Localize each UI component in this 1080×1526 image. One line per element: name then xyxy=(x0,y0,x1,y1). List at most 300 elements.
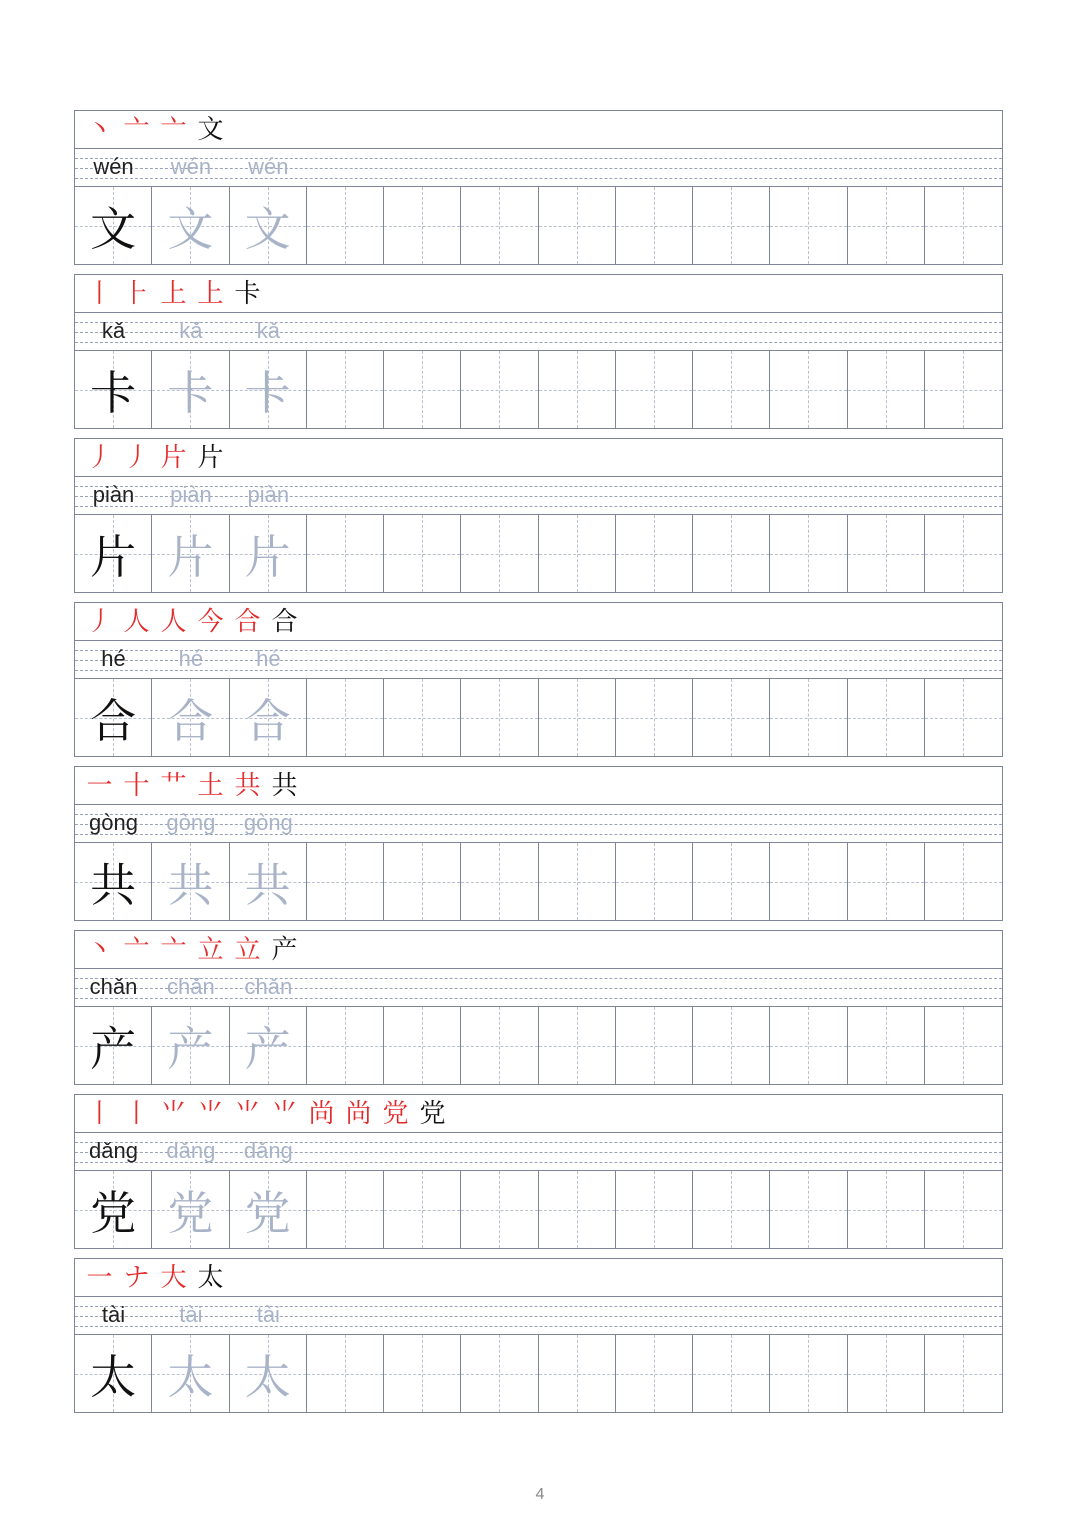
model-cell xyxy=(75,1335,152,1412)
model-cell xyxy=(152,1007,229,1084)
model-cell xyxy=(75,351,152,428)
practice-cell[interactable] xyxy=(384,1007,461,1084)
practice-cell[interactable] xyxy=(616,843,693,920)
practice-cell[interactable] xyxy=(848,515,925,592)
stroke-step xyxy=(229,770,266,802)
pinyin-trace: kǎ xyxy=(179,318,203,343)
hanzi-trace: 共 xyxy=(244,857,291,912)
practice-cell[interactable] xyxy=(925,1171,1002,1248)
stroke-glyph: 党 xyxy=(382,1098,409,1129)
stroke-glyph: 丨 xyxy=(86,278,113,309)
pinyin-trace: gòng xyxy=(243,810,293,835)
pinyin-model: wén xyxy=(93,154,134,179)
vertical-guide xyxy=(345,1335,346,1412)
stroke-glyph: 合 xyxy=(234,606,261,637)
practice-cell[interactable] xyxy=(848,679,925,756)
hanzi-trace: 文 xyxy=(167,201,214,256)
stroke-step xyxy=(81,770,118,802)
vertical-guide xyxy=(808,351,809,428)
practice-cell[interactable] xyxy=(925,1007,1002,1084)
stroke-step xyxy=(81,1262,118,1294)
stroke-step xyxy=(118,1262,155,1294)
vertical-guide xyxy=(345,1007,346,1084)
stroke-glyph: ⺊ xyxy=(123,278,150,309)
vertical-guide xyxy=(808,843,809,920)
practice-cell[interactable] xyxy=(307,351,384,428)
practice-cell[interactable] xyxy=(461,1007,538,1084)
stroke-glyph: 上 xyxy=(197,278,224,309)
stroke-glyph: ⺌ xyxy=(197,1098,224,1129)
hanzi-trace: 产 xyxy=(167,1021,214,1076)
stroke-step xyxy=(229,934,266,966)
practice-cell[interactable] xyxy=(384,679,461,756)
writing-grid xyxy=(75,187,1002,264)
stroke-glyph: 丿 xyxy=(86,442,113,473)
character-block xyxy=(74,602,1003,757)
model-cell xyxy=(75,515,152,592)
stroke-order-row xyxy=(75,1095,1002,1133)
practice-cell[interactable] xyxy=(693,515,770,592)
vertical-guide xyxy=(499,515,500,592)
model-cell xyxy=(75,187,152,264)
vertical-guide xyxy=(963,187,964,264)
practice-cell[interactable] xyxy=(848,351,925,428)
stroke-order-row xyxy=(75,275,1002,313)
pinyin-model: kǎ xyxy=(101,318,126,343)
practice-cell[interactable] xyxy=(384,515,461,592)
pinyin-row xyxy=(75,1297,1002,1335)
hanzi-trace: 片 xyxy=(167,529,214,584)
writing-grid xyxy=(75,679,1002,756)
vertical-guide xyxy=(963,515,964,592)
practice-cell[interactable] xyxy=(848,1335,925,1412)
vertical-guide xyxy=(422,515,423,592)
stroke-step xyxy=(118,442,155,474)
practice-cell[interactable] xyxy=(693,187,770,264)
vertical-guide xyxy=(886,843,887,920)
practice-cell[interactable] xyxy=(461,1335,538,1412)
model-cell xyxy=(152,1335,229,1412)
practice-cell[interactable] xyxy=(925,187,1002,264)
stroke-step xyxy=(118,606,155,638)
model-cell xyxy=(230,351,307,428)
vertical-guide xyxy=(731,351,732,428)
model-cell xyxy=(75,1171,152,1248)
practice-cell[interactable] xyxy=(616,1007,693,1084)
pinyin-trace: kǎ xyxy=(256,318,280,343)
stroke-step xyxy=(192,1098,229,1130)
vertical-guide xyxy=(808,187,809,264)
practice-cell[interactable] xyxy=(307,515,384,592)
stroke-glyph: 共 xyxy=(271,770,298,801)
hanzi-trace: 卡 xyxy=(244,365,291,420)
vertical-guide xyxy=(963,1335,964,1412)
practice-cell[interactable] xyxy=(539,515,616,592)
practice-cell[interactable] xyxy=(925,1335,1002,1412)
vertical-guide xyxy=(577,187,578,264)
page-number: 4 xyxy=(535,1486,545,1503)
vertical-guide xyxy=(808,679,809,756)
stroke-glyph: ⺌ xyxy=(271,1098,298,1129)
vertical-guide xyxy=(654,1335,655,1412)
vertical-guide xyxy=(886,1171,887,1248)
model-cell xyxy=(152,187,229,264)
pinyin-row xyxy=(75,1133,1002,1171)
hanzi-model: 合 xyxy=(90,693,137,748)
stroke-glyph: ⺌ xyxy=(234,1098,261,1129)
vertical-guide xyxy=(886,1007,887,1084)
stroke-step xyxy=(192,278,229,310)
vertical-guide xyxy=(577,1171,578,1248)
vertical-guide xyxy=(731,1007,732,1084)
vertical-guide xyxy=(654,679,655,756)
practice-cell[interactable] xyxy=(693,1335,770,1412)
vertical-guide xyxy=(654,1171,655,1248)
stroke-step xyxy=(155,1262,192,1294)
stroke-step xyxy=(192,770,229,802)
stroke-glyph: 片 xyxy=(197,442,224,473)
stroke-step xyxy=(155,278,192,310)
practice-cell[interactable] xyxy=(307,187,384,264)
model-cell xyxy=(230,843,307,920)
vertical-guide xyxy=(577,679,578,756)
stroke-step xyxy=(229,278,266,310)
stroke-step xyxy=(229,1098,266,1130)
stroke-glyph: 丨 xyxy=(123,1098,150,1129)
stroke-step xyxy=(192,442,229,474)
practice-cell[interactable] xyxy=(461,843,538,920)
practice-cell[interactable] xyxy=(925,351,1002,428)
stroke-order-row xyxy=(75,439,1002,477)
vertical-guide xyxy=(654,187,655,264)
stroke-glyph: 丨 xyxy=(86,1098,113,1129)
model-cell xyxy=(75,679,152,756)
vertical-guide xyxy=(654,515,655,592)
stroke-step xyxy=(192,1262,229,1294)
vertical-guide xyxy=(963,843,964,920)
practice-cell[interactable] xyxy=(539,843,616,920)
stroke-glyph: 共 xyxy=(234,770,261,801)
practice-cell[interactable] xyxy=(461,187,538,264)
vertical-guide xyxy=(577,515,578,592)
stroke-glyph: 人 xyxy=(123,606,150,637)
practice-cell[interactable] xyxy=(693,679,770,756)
vertical-guide xyxy=(499,843,500,920)
pinyin-row xyxy=(75,969,1002,1007)
pinyin-trace: hé xyxy=(178,646,204,671)
vertical-guide xyxy=(499,351,500,428)
stroke-step xyxy=(192,114,229,146)
model-cell xyxy=(230,515,307,592)
vertical-guide xyxy=(345,187,346,264)
vertical-guide xyxy=(577,843,578,920)
pinyin-model: piàn xyxy=(92,482,135,507)
stroke-step xyxy=(414,1098,451,1130)
practice-cell[interactable] xyxy=(770,515,847,592)
pinyin-model: hé xyxy=(101,646,126,671)
hanzi-model: 产 xyxy=(90,1021,137,1076)
stroke-glyph: 卡 xyxy=(234,278,261,309)
stroke-glyph: 立 xyxy=(234,934,261,965)
hanzi-model: 共 xyxy=(90,857,137,912)
stroke-step xyxy=(266,606,303,638)
character-block xyxy=(74,274,1003,429)
writing-grid xyxy=(75,1171,1002,1248)
model-cell xyxy=(230,187,307,264)
practice-cell[interactable] xyxy=(307,679,384,756)
stroke-glyph: 亠 xyxy=(160,114,187,145)
vertical-guide xyxy=(963,1007,964,1084)
practice-cell[interactable] xyxy=(925,515,1002,592)
stroke-glyph: 大 xyxy=(160,1262,187,1293)
practice-cell[interactable] xyxy=(770,1335,847,1412)
pinyin-trace: piàn xyxy=(247,482,290,507)
vertical-guide xyxy=(886,187,887,264)
practice-cell[interactable] xyxy=(384,843,461,920)
vertical-guide xyxy=(886,351,887,428)
hanzi-model: 太 xyxy=(90,1349,137,1404)
stroke-step xyxy=(155,934,192,966)
practice-cell[interactable] xyxy=(384,187,461,264)
stroke-glyph: 合 xyxy=(271,606,298,637)
practice-cell[interactable] xyxy=(539,679,616,756)
stroke-step xyxy=(118,770,155,802)
stroke-glyph: 太 xyxy=(197,1262,224,1293)
stroke-step xyxy=(229,606,266,638)
practice-cell[interactable] xyxy=(307,1335,384,1412)
character-block xyxy=(74,1258,1003,1413)
character-block xyxy=(74,1094,1003,1249)
stroke-glyph: 一 xyxy=(86,770,113,801)
pinyin-trace: tài xyxy=(179,1302,203,1327)
practice-cell[interactable] xyxy=(693,843,770,920)
stroke-step xyxy=(155,114,192,146)
stroke-step xyxy=(266,934,303,966)
practice-cell[interactable] xyxy=(616,187,693,264)
character-block xyxy=(74,766,1003,921)
stroke-step xyxy=(155,606,192,638)
practice-cell[interactable] xyxy=(848,187,925,264)
stroke-step xyxy=(266,1098,303,1130)
stroke-step xyxy=(192,934,229,966)
practice-cell[interactable] xyxy=(539,1335,616,1412)
vertical-guide xyxy=(963,351,964,428)
vertical-guide xyxy=(808,1171,809,1248)
character-block xyxy=(74,438,1003,593)
stroke-glyph: 文 xyxy=(197,114,224,145)
hanzi-trace: 合 xyxy=(244,693,291,748)
practice-cell[interactable] xyxy=(384,1171,461,1248)
vertical-guide xyxy=(422,679,423,756)
vertical-guide xyxy=(422,843,423,920)
hanzi-trace: 党 xyxy=(167,1185,214,1240)
pinyin-trace: wén xyxy=(170,154,212,179)
hanzi-trace: 文 xyxy=(244,201,291,256)
practice-cell[interactable] xyxy=(693,351,770,428)
stroke-step xyxy=(81,606,118,638)
hanzi-trace: 共 xyxy=(167,857,214,912)
vertical-guide xyxy=(422,187,423,264)
pinyin-trace: dǎng xyxy=(166,1138,216,1163)
practice-cell[interactable] xyxy=(461,515,538,592)
hanzi-trace: 太 xyxy=(167,1349,214,1404)
vertical-guide xyxy=(808,1007,809,1084)
practice-cell[interactable] xyxy=(616,1171,693,1248)
stroke-step xyxy=(118,1098,155,1130)
hanzi-trace: 党 xyxy=(244,1185,291,1240)
stroke-step xyxy=(155,770,192,802)
hanzi-trace: 卡 xyxy=(167,365,214,420)
stroke-glyph: 艹 xyxy=(160,770,187,801)
stroke-step xyxy=(118,934,155,966)
vertical-guide xyxy=(886,515,887,592)
model-cell xyxy=(152,351,229,428)
practice-cell[interactable] xyxy=(539,187,616,264)
vertical-guide xyxy=(499,1171,500,1248)
stroke-step xyxy=(81,1098,118,1130)
pinyin-row xyxy=(75,641,1002,679)
writing-grid xyxy=(75,1007,1002,1084)
vertical-guide xyxy=(345,351,346,428)
stroke-glyph: 亠 xyxy=(160,934,187,965)
stroke-order-row xyxy=(75,931,1002,969)
character-block xyxy=(74,110,1003,265)
model-cell xyxy=(230,1171,307,1248)
stroke-step xyxy=(81,934,118,966)
stroke-glyph: 上 xyxy=(160,278,187,309)
practice-cell[interactable] xyxy=(539,1007,616,1084)
pinyin-trace: tài xyxy=(256,1302,280,1327)
stroke-glyph: 丶 xyxy=(86,934,113,965)
stroke-order-row xyxy=(75,111,1002,149)
stroke-step xyxy=(377,1098,414,1130)
stroke-step xyxy=(266,770,303,802)
practice-cell[interactable] xyxy=(384,1335,461,1412)
stroke-glyph: 产 xyxy=(271,934,298,965)
vertical-guide xyxy=(654,351,655,428)
vertical-guide xyxy=(654,843,655,920)
vertical-guide xyxy=(808,515,809,592)
vertical-guide xyxy=(731,843,732,920)
practice-cell[interactable] xyxy=(616,1335,693,1412)
stroke-step xyxy=(118,114,155,146)
practice-cell[interactable] xyxy=(307,1171,384,1248)
vertical-guide xyxy=(808,1335,809,1412)
hanzi-model: 党 xyxy=(90,1185,137,1240)
model-cell xyxy=(152,515,229,592)
pinyin-row xyxy=(75,149,1002,187)
model-cell xyxy=(152,843,229,920)
practice-cell[interactable] xyxy=(539,351,616,428)
stroke-step xyxy=(81,278,118,310)
stroke-step xyxy=(192,606,229,638)
model-cell xyxy=(230,1007,307,1084)
pinyin-row xyxy=(75,313,1002,351)
stroke-glyph: 人 xyxy=(160,606,187,637)
hanzi-trace: 产 xyxy=(244,1021,291,1076)
practice-cell[interactable] xyxy=(461,351,538,428)
practice-cell[interactable] xyxy=(770,843,847,920)
practice-cell[interactable] xyxy=(770,1171,847,1248)
practice-cell[interactable] xyxy=(616,679,693,756)
stroke-glyph: 立 xyxy=(197,934,224,965)
stroke-step xyxy=(303,1098,340,1130)
vertical-guide xyxy=(963,1171,964,1248)
model-cell xyxy=(75,1007,152,1084)
hanzi-trace: 太 xyxy=(244,1349,291,1404)
vertical-guide xyxy=(345,515,346,592)
stroke-step xyxy=(340,1098,377,1130)
practice-cell[interactable] xyxy=(461,1171,538,1248)
practice-cell[interactable] xyxy=(384,351,461,428)
model-cell xyxy=(230,679,307,756)
stroke-order-row xyxy=(75,603,1002,641)
practice-cell[interactable] xyxy=(848,843,925,920)
vertical-guide xyxy=(963,679,964,756)
practice-cell[interactable] xyxy=(693,1171,770,1248)
practice-cell[interactable] xyxy=(770,187,847,264)
vertical-guide xyxy=(345,843,346,920)
practice-cell[interactable] xyxy=(848,1171,925,1248)
practice-cell[interactable] xyxy=(848,1007,925,1084)
vertical-guide xyxy=(886,679,887,756)
vertical-guide xyxy=(731,187,732,264)
practice-cell[interactable] xyxy=(307,843,384,920)
vertical-guide xyxy=(731,1335,732,1412)
practice-cell[interactable] xyxy=(770,1007,847,1084)
stroke-glyph: 丿 xyxy=(123,442,150,473)
writing-grid xyxy=(75,1335,1002,1412)
vertical-guide xyxy=(577,351,578,428)
practice-cell[interactable] xyxy=(539,1171,616,1248)
pinyin-trace: hé xyxy=(256,646,281,671)
stroke-glyph: 党 xyxy=(419,1098,446,1129)
vertical-guide xyxy=(422,1171,423,1248)
pinyin-trace: chǎn xyxy=(244,974,293,999)
vertical-guide xyxy=(731,679,732,756)
stroke-glyph: 片 xyxy=(160,442,187,473)
stroke-glyph: 今 xyxy=(197,606,224,637)
hanzi-model: 片 xyxy=(90,529,137,584)
vertical-guide xyxy=(499,187,500,264)
hanzi-trace: 合 xyxy=(167,693,214,748)
practice-cell[interactable] xyxy=(307,1007,384,1084)
pinyin-model: tài xyxy=(101,1302,126,1327)
vertical-guide xyxy=(499,1007,500,1084)
stroke-glyph: 一 xyxy=(86,1262,113,1293)
practice-cell[interactable] xyxy=(461,679,538,756)
practice-cell[interactable] xyxy=(616,515,693,592)
practice-cell[interactable] xyxy=(770,679,847,756)
pinyin-trace: piàn xyxy=(170,482,212,507)
practice-cell[interactable] xyxy=(925,843,1002,920)
stroke-glyph: ナ xyxy=(123,1262,150,1293)
practice-cell[interactable] xyxy=(770,351,847,428)
vertical-guide xyxy=(886,1335,887,1412)
practice-cell[interactable] xyxy=(693,1007,770,1084)
model-cell xyxy=(75,843,152,920)
stroke-glyph: 土 xyxy=(197,770,224,801)
practice-cell[interactable] xyxy=(925,679,1002,756)
stroke-glyph: 亠 xyxy=(123,934,150,965)
vertical-guide xyxy=(422,1335,423,1412)
practice-cell[interactable] xyxy=(616,351,693,428)
stroke-glyph: 丶 xyxy=(86,114,113,145)
vertical-guide xyxy=(654,1007,655,1084)
vertical-guide xyxy=(499,679,500,756)
vertical-guide xyxy=(345,679,346,756)
vertical-guide xyxy=(577,1335,578,1412)
